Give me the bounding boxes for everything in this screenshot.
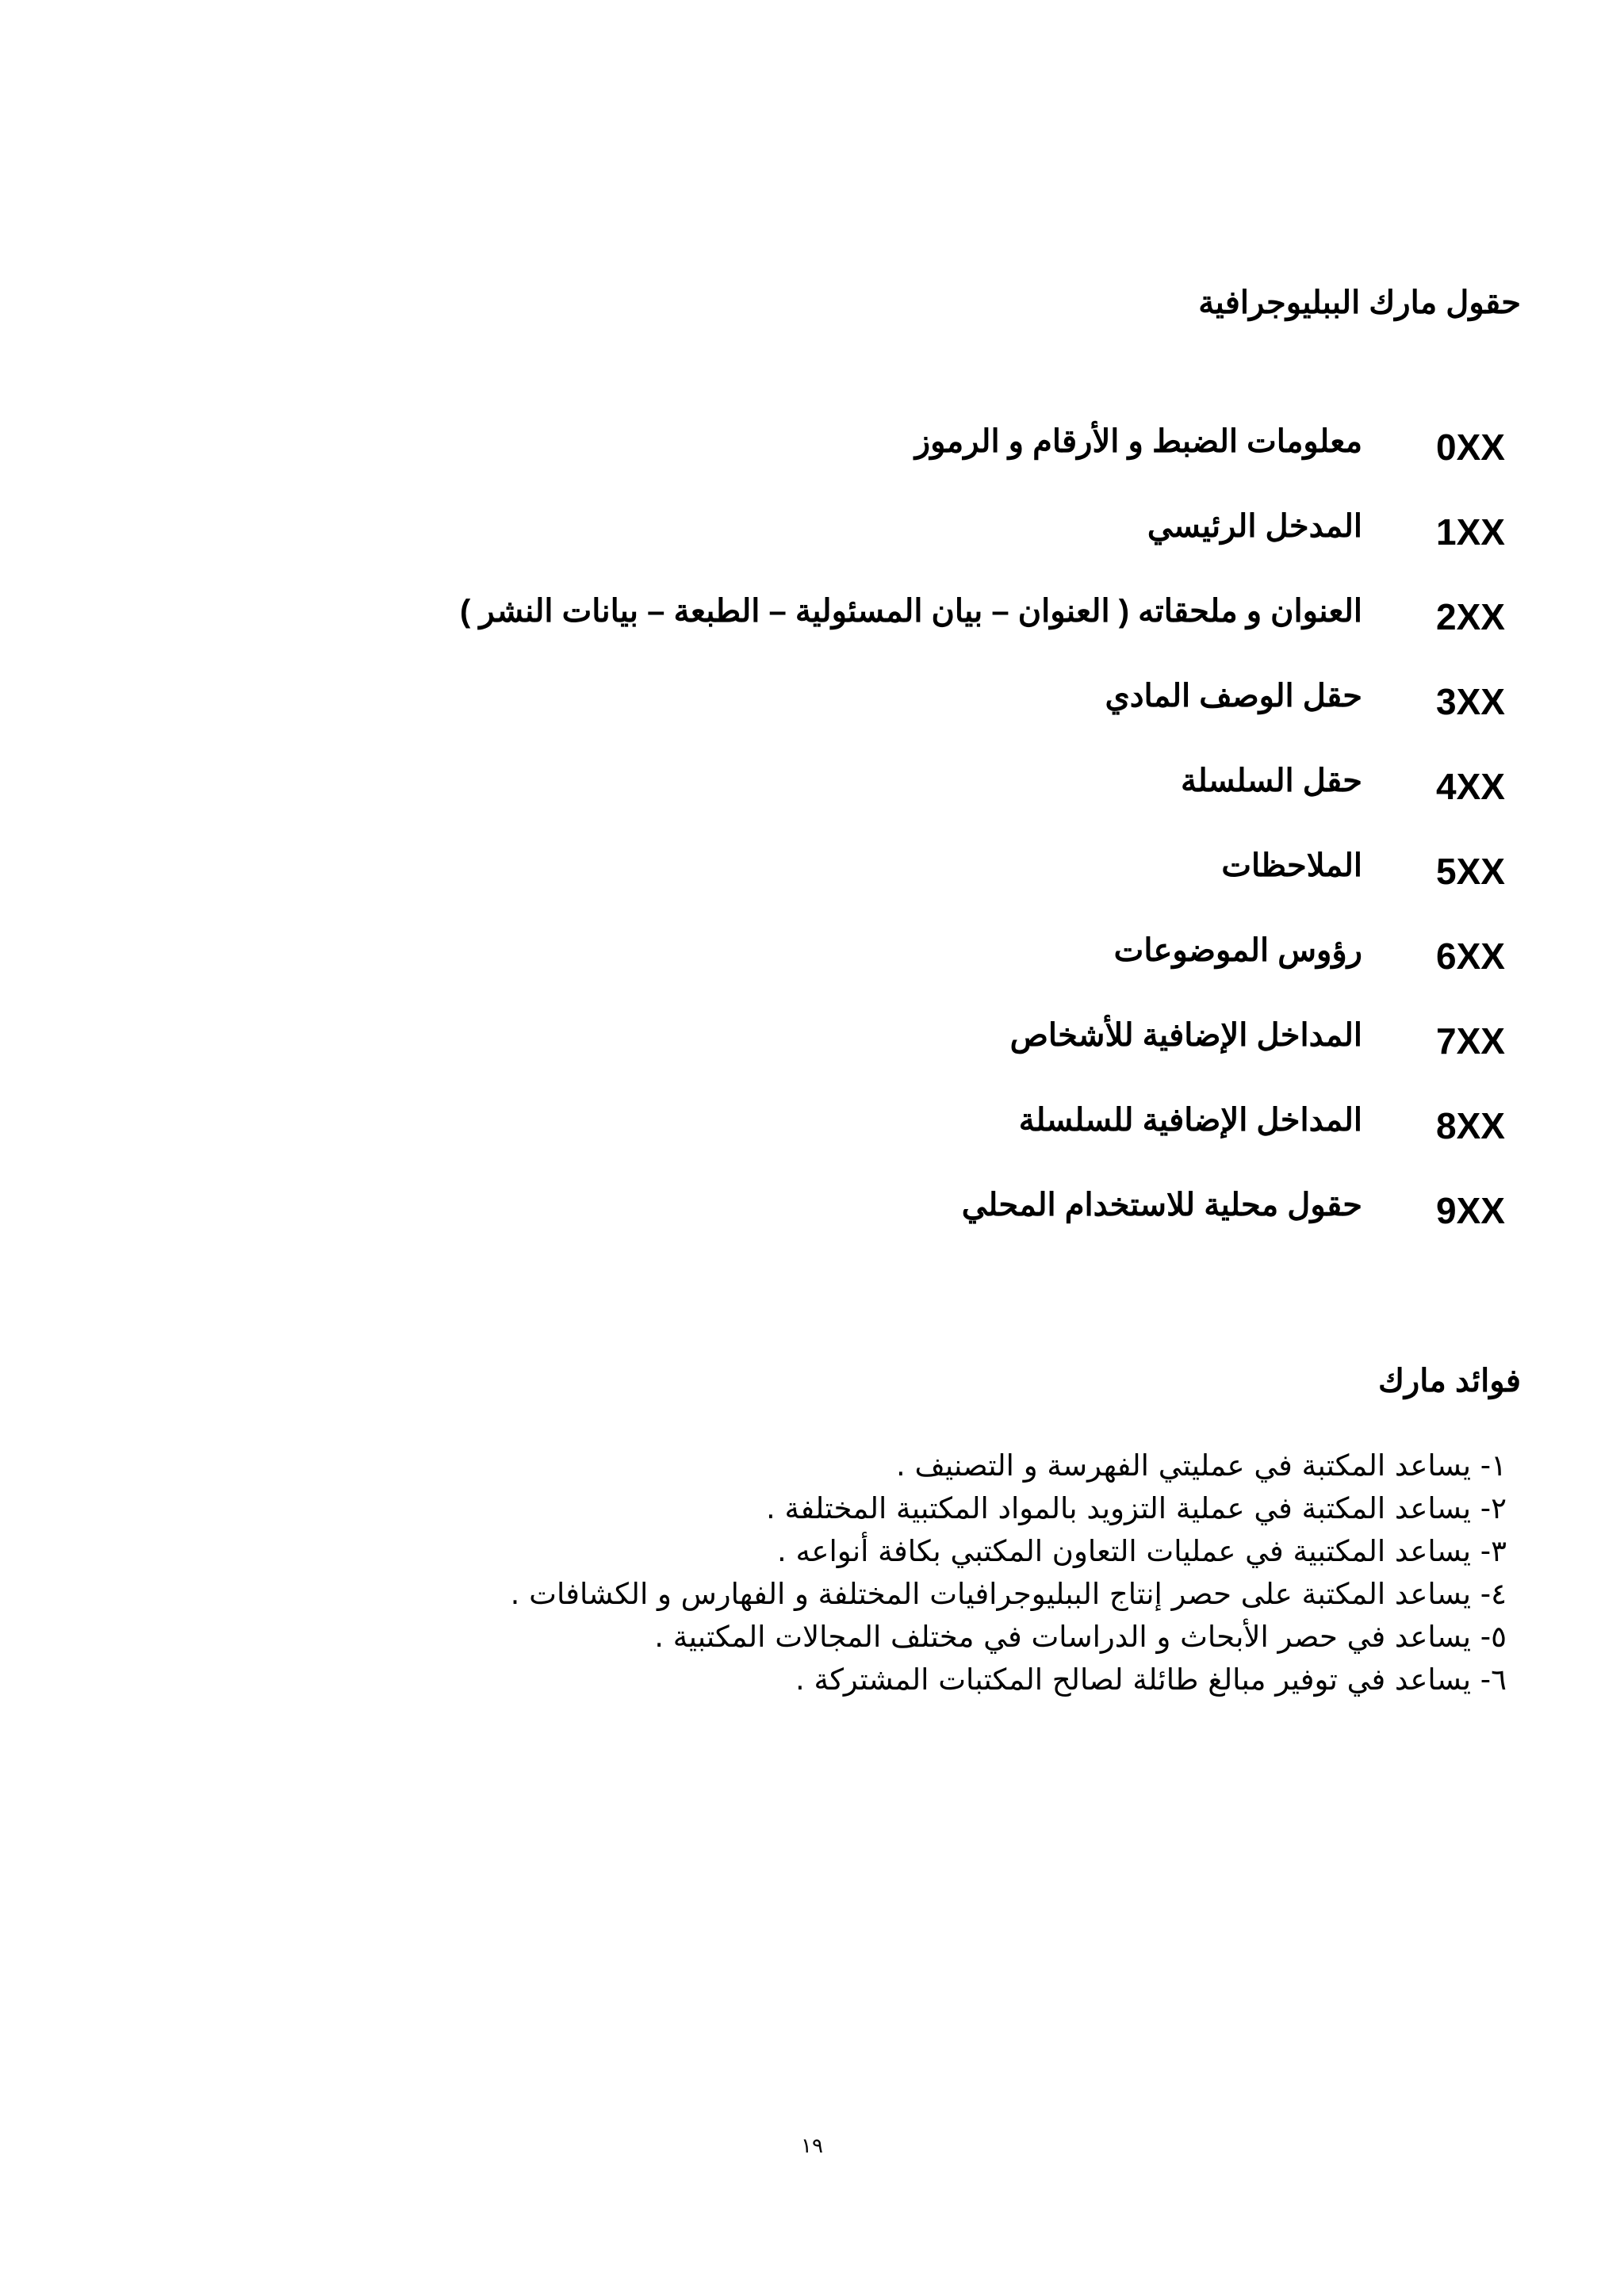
- marc-field-code: 4XX: [1436, 766, 1505, 807]
- marc-field-code: 2XX: [1436, 596, 1505, 637]
- marc-field-description: المداخل الإضافية للسلسلة: [1018, 1103, 1362, 1138]
- marc-field-row: [78, 842, 1505, 927]
- marc-field-code: 5XX: [1436, 851, 1505, 892]
- marc-field-code: 8XX: [1436, 1105, 1505, 1146]
- marc-field-row: [78, 1096, 1505, 1181]
- marc-field-code: 9XX: [1436, 1190, 1505, 1231]
- marc-field-description: العنوان و ملحقاته ( العنوان – بيان المسئولية – الطبعة – بيانات النشر ): [459, 594, 1362, 629]
- marc-field-row: [78, 1181, 1505, 1266]
- benefit-item: ١- يساعد المكتبة في عمليتي الفهرسة و التصنيف .: [896, 1448, 1507, 1483]
- marc-field-description: حقل السلسلة: [1181, 763, 1362, 798]
- marc-field-description: رؤوس الموضوعات: [1113, 933, 1362, 968]
- marc-field-description: المداخل الإضافية للأشخاص: [1009, 1018, 1362, 1053]
- marc-fields-heading: حقول مارك الببليوجرافية: [1198, 285, 1521, 320]
- benefit-item: ٦- يساعد في توفير مبالغ طائلة لصالح المكتبات المشتركة .: [795, 1663, 1507, 1697]
- marc-field-row: [78, 418, 1505, 503]
- marc-field-row: [78, 757, 1505, 842]
- marc-field-description: حقول محلية للاستخدام المحلي: [961, 1188, 1362, 1223]
- benefit-item: ٥- يساعد في حصر الأبحاث و الدراسات في مختلف المجالات المكتبية .: [654, 1620, 1507, 1654]
- marc-field-row: [78, 1012, 1505, 1096]
- marc-field-description: الملاحظات: [1221, 848, 1362, 883]
- marc-field-description: حقل الوصف المادي: [1105, 679, 1362, 714]
- marc-field-code: 1XX: [1436, 511, 1505, 553]
- benefit-item: ٢- يساعد المكتبة في عملية التزويد بالمواد المكتبية المختلفة .: [765, 1491, 1507, 1525]
- page-number: ١٩: [801, 2134, 823, 2158]
- marc-benefits-heading: فوائد مارك: [1377, 1364, 1521, 1399]
- marc-fields-list: [78, 418, 1505, 1266]
- marc-field-row: [78, 587, 1505, 672]
- marc-field-row: [78, 503, 1505, 587]
- marc-field-code: 6XX: [1436, 936, 1505, 977]
- marc-field-code: 3XX: [1436, 681, 1505, 722]
- marc-field-row: [78, 672, 1505, 757]
- benefit-item: ٣- يساعد المكتبية في عمليات التعاون المكتبي بكافة أنواعه .: [777, 1534, 1507, 1568]
- marc-field-row: [78, 927, 1505, 1012]
- benefit-item: ٤- يساعد المكتبة على حصر إنتاج الببليوجرافيات المختلفة و الفهارس و الكشافات .: [510, 1577, 1507, 1611]
- marc-field-code: 7XX: [1436, 1020, 1505, 1062]
- marc-field-description: المدخل الرئيسي: [1147, 509, 1362, 544]
- marc-benefits-list: [95, 1445, 1507, 1701]
- marc-field-description: معلومات الضبط و الأرقام و الرموز: [914, 424, 1362, 459]
- marc-field-code: 0XX: [1436, 427, 1505, 468]
